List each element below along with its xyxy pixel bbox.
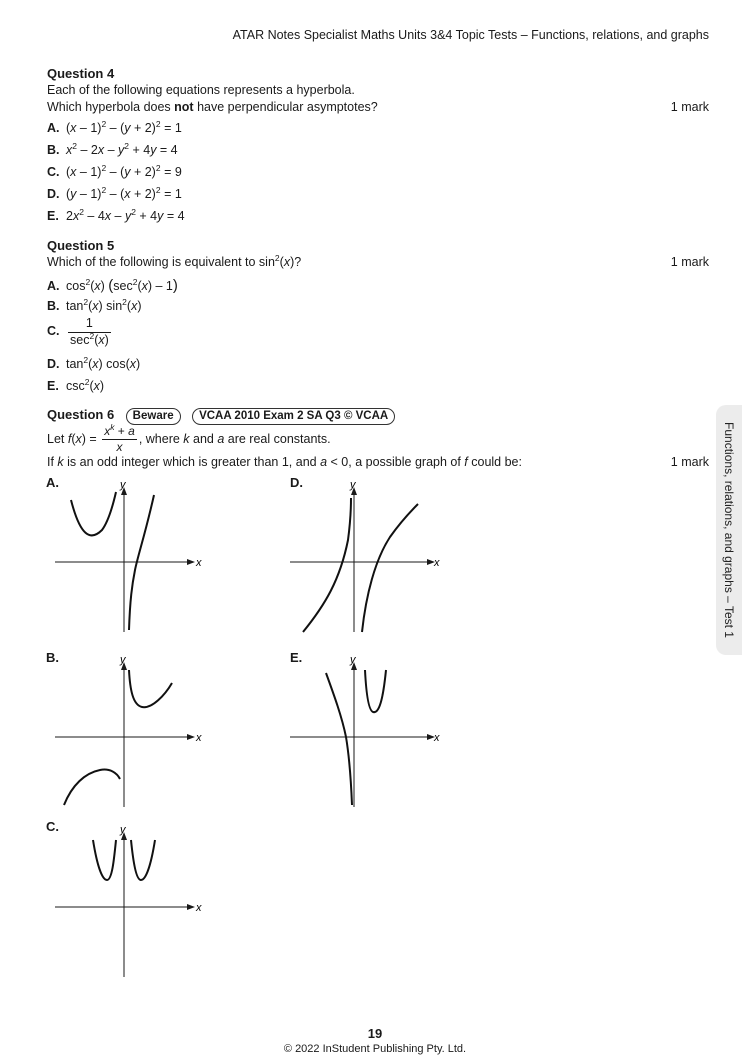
- q4-option-a: A. $(x - 1)^2 - (y + 2)^2 = 1$: [47, 119, 182, 135]
- q5-option-c: C. $\frac{1}{\sec^2(x)}$: [47, 316, 109, 347]
- q5-option-c-fraction: $\frac{1}{\sec^2(x)}$: [70, 316, 109, 347]
- question-4-title: Question 4: [47, 66, 115, 81]
- q4-option-e: E. $2x^2 - 4x - y^2 + 4y = 4$: [47, 207, 185, 223]
- running-header: ATAR Notes Specialist Maths Units 3&4 Topic Tests – Functions, relations, and graphs: [232, 28, 709, 42]
- q4-option-d: D. $(y - 1)^2 - (x + 2)^2 = 1$: [47, 185, 182, 201]
- q5-option-e: E. $\csc^2(x)$: [47, 377, 105, 393]
- graph-e-x-label: x: [434, 732, 440, 744]
- graph-b-label: B.: [46, 650, 59, 665]
- question-4-prompt: Which hyperbola does not have perpendicular asymptotes?: [47, 100, 378, 114]
- graph-c-x-label: x: [196, 902, 202, 914]
- q5-option-a: A. $\cos^2(x)$ $(\sec^2(x) - 1)$: [47, 277, 178, 294]
- graph-d-y-label: y: [350, 479, 356, 491]
- section-side-tab-label: Functions, relations, and graphs – Test 1: [722, 422, 736, 638]
- q4-option-c: C. $(x - 1)^2 - (y + 2)^2 = 9$: [47, 163, 182, 179]
- graph-c-y-label: y: [120, 824, 126, 836]
- question-6-title: Question 6: [47, 407, 115, 422]
- q4-option-b: B. $x^2 - 2x - y^2 + 4y = 4$: [47, 141, 178, 157]
- question-5-mark: 1 mark: [670, 255, 709, 269]
- graph-d-x-label: x: [434, 557, 440, 569]
- question-4-intro: Each of the following equations represents a hyperbola.: [47, 83, 355, 97]
- graph-a: [50, 480, 210, 640]
- question-5-title: Question 5: [47, 238, 115, 253]
- graph-d-label: D.: [290, 475, 303, 490]
- question-4-mark: 1 mark: [670, 100, 709, 114]
- question-6-heading: [47, 407, 395, 425]
- page-number: 19: [367, 1026, 383, 1041]
- q5-option-b: B. $\tan^2(x)$ $\sin^2(x)$: [47, 297, 142, 313]
- question-6-definition: Let f(x) = $\frac{x^k + a}{x}$ , where k and a are real constants.: [47, 422, 331, 454]
- graph-e-label: E.: [290, 650, 303, 665]
- graph-b: [50, 655, 210, 815]
- copyright: © 2022 InStudent Publishing Pty. Ltd.: [283, 1043, 467, 1055]
- question-5-prompt: Which of the following is equivalent to $\sin^2(x)$?: [47, 253, 302, 269]
- graph-a-label: A.: [46, 475, 59, 490]
- graph-b-y-label: y: [120, 654, 126, 666]
- graph-d: [290, 480, 450, 640]
- graph-b-x-label: x: [196, 732, 202, 744]
- graph-e: [290, 655, 450, 815]
- graph-a-y-label: y: [120, 479, 126, 491]
- question-6-mark: 1 mark: [670, 455, 709, 469]
- beware-tag: Beware: [126, 408, 181, 425]
- q5-option-d: D. $\tan^2(x)$ cos(x): [47, 355, 141, 371]
- source-tag: VCAA 2010 Exam 2 SA Q3 © VCAA: [192, 408, 395, 425]
- graph-c: [50, 825, 210, 985]
- question-6-condition: If k is an odd integer which is greater than 1, and a < 0, a possible graph of f could be:: [47, 455, 522, 469]
- graph-e-y-label: y: [350, 654, 356, 666]
- graph-a-x-label: x: [196, 557, 202, 569]
- graph-c-label: C.: [46, 819, 59, 834]
